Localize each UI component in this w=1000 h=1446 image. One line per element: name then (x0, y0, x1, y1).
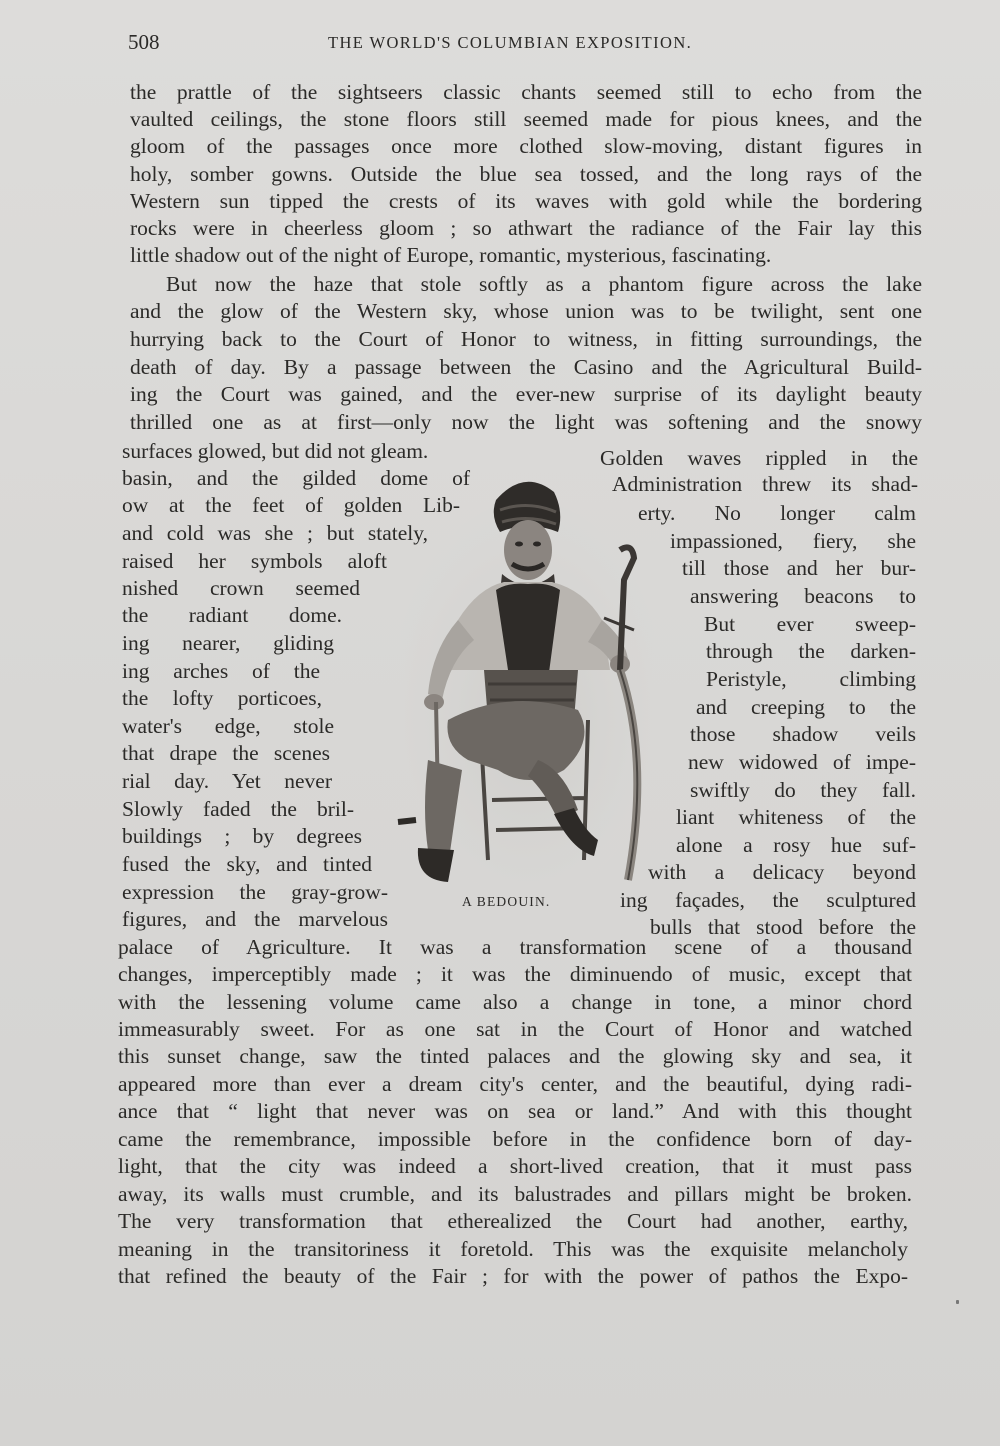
text-line: that drape the scenes (122, 741, 330, 765)
text-line: impassioned, fiery, she (670, 529, 916, 553)
text-line: ing façades, the sculptured (620, 888, 916, 912)
text-line: appeared more than ever a dream city's center, and the beautiful, dying radi- (118, 1072, 912, 1096)
text-line: expression the gray-grow- (122, 880, 388, 904)
text-line: light, that the city was indeed a short-lived creation, that it must pass (118, 1154, 912, 1178)
text-line: nished crown seemed (122, 576, 360, 600)
text-line: with the lessening volume came also a change in tone, a minor chord (118, 990, 912, 1014)
text-line: and cold was she ; but stately, (122, 521, 428, 545)
text-line: ance that “ light that never was on sea or land.” And with this thought (118, 1099, 912, 1123)
running-head: THE WORLD'S COLUMBIAN EXPOSITION. (328, 33, 693, 52)
text-line: that refined the beauty of the Fair ; for with the power of pathos the Expo- (118, 1264, 908, 1288)
text-line: bulls that stood before the (650, 915, 916, 939)
text-line: through the darken- (706, 639, 916, 663)
text-line: Golden waves rippled in the (600, 446, 918, 470)
text-line: alone a rosy hue suf- (676, 833, 916, 857)
text-line: answering beacons to (690, 584, 916, 608)
text-line: holy, somber gowns. Outside the blue sea tossed, and the long rays of the (130, 162, 922, 186)
text-line: palace of Agriculture. It was a transformation scene of a thousand (118, 935, 912, 959)
text-line: gloom of the passages once more clothed slow-moving, distant figures in (130, 134, 922, 158)
text-line: this sunset change, saw the tinted palaces and the glowing sky and sea, it (118, 1044, 912, 1068)
text-line: swiftly do they fall. (690, 778, 916, 802)
text-line: the prattle of the sightseers classic chants seemed still to echo from the (130, 80, 922, 104)
text-line: water's edge, stole (122, 714, 334, 738)
text-line: The very transformation that etherealized the Court had another, earthy, (118, 1209, 908, 1233)
text-line: rial day. Yet never (122, 769, 332, 793)
text-line: Peristyle, climbing (706, 667, 916, 691)
bedouin-portrait-illustration (388, 470, 658, 890)
text-line: rocks were in cheerless gloom ; so athwart the radiance of the Fair lay this (130, 216, 922, 240)
text-line: Western sun tipped the crests of its waves with gold while the bordering (130, 189, 922, 213)
text-line: thrilled one as at first—only now the light was softening and the snowy (130, 410, 922, 434)
text-line: raised her symbols aloft (122, 549, 387, 573)
text-line: with a delicacy beyond (648, 860, 916, 884)
text-line: erty. No longer calm (638, 501, 916, 525)
page-header (128, 30, 918, 56)
text-line: changes, imperceptibly made ; it was the diminuendo of music, except that (118, 962, 912, 986)
text-line: buildings ; by degrees (122, 824, 362, 848)
text-line: the lofty porticoes, (122, 686, 322, 710)
text-line: and the glow of the Western sky, whose union was to be twilight, sent one (130, 299, 922, 323)
page-number: 508 (128, 30, 160, 54)
text-line: Administration threw its shad- (612, 472, 918, 496)
text-line: But ever sweep- (704, 612, 916, 636)
figure-caption: A BEDOUIN. (462, 894, 551, 909)
text-line: the radiant dome. (122, 603, 342, 627)
text-line: came the remembrance, impossible before in the confidence born of day- (118, 1127, 912, 1151)
text-line: till those and her bur- (682, 556, 916, 580)
figure (388, 470, 658, 890)
text-line: away, its walls must crumble, and its balustrades and pillars might be broken. (118, 1182, 912, 1206)
text-line-indented: But now the haze that stole softly as a phantom figure across the lake (166, 272, 922, 296)
text-line: figures, and the marvelous (122, 907, 388, 931)
text-line: ing arches of the (122, 659, 320, 683)
text-line: liant whiteness of the (676, 805, 916, 829)
text-line: ing nearer, gliding (122, 631, 334, 655)
text-line: those shadow veils (690, 722, 916, 746)
text-line: basin, and the gilded dome of (122, 466, 470, 490)
text-line: fused the sky, and tinted (122, 852, 372, 876)
text-line: new widowed of impe- (688, 750, 916, 774)
text-line: meaning in the transitoriness it foretold. This was the exquisite melancholy (118, 1237, 908, 1261)
text-line: hurrying back to the Court of Honor to witness, in fitting surroundings, the (130, 327, 922, 351)
text-line: death of day. By a passage between the Casino and the Agricultural Build- (130, 355, 922, 379)
text-line: surfaces glowed, but did not gleam. (122, 439, 429, 463)
text-line: little shadow out of the night of Europe, romantic, mysterious, fascinating. (130, 243, 772, 267)
text-line: ing the Court was gained, and the ever-new surprise of its daylight beauty (130, 382, 922, 406)
text-line: vaulted ceilings, the stone floors still seemed made for pious knees, and the (130, 107, 922, 131)
text-line: Slowly faded the bril- (122, 797, 354, 821)
text-line: ow at the feet of golden Lib- (122, 493, 460, 517)
text-line: and creeping to the (696, 695, 916, 719)
scan-speck (956, 1300, 959, 1304)
text-line: immeasurably sweet. For as one sat in the Court of Honor and watched (118, 1017, 912, 1041)
